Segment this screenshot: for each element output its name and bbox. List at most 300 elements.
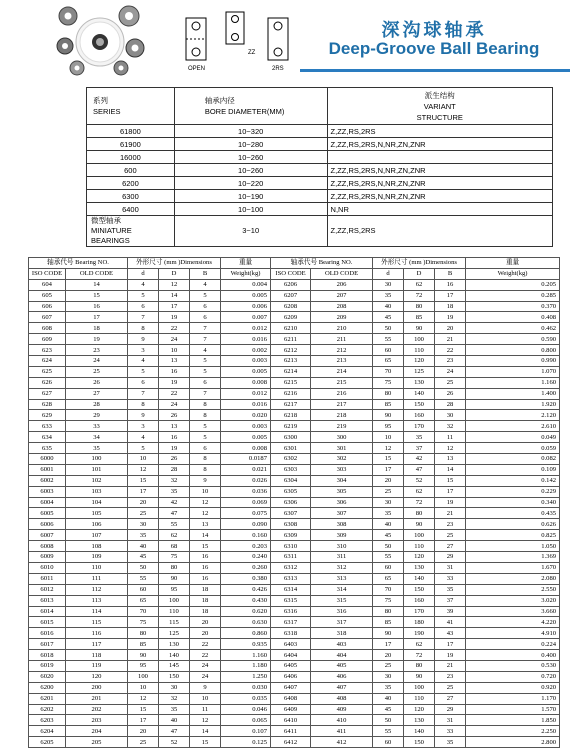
inner-d-cell: 10 xyxy=(373,432,404,443)
inner-d-cell: 3 xyxy=(128,421,159,432)
spec-row xyxy=(29,312,560,323)
width-B-cell: 15 xyxy=(435,475,466,486)
weight-cell: 0.005 xyxy=(221,290,271,301)
width-B-cell: 25 xyxy=(435,377,466,388)
width-B-cell: 7 xyxy=(190,334,221,345)
inner-d-cell: 80 xyxy=(373,388,404,399)
width-B-cell: 27 xyxy=(435,693,466,704)
inner-d-cell: 45 xyxy=(128,552,159,563)
width-B-cell: 14 xyxy=(435,464,466,475)
spec-row xyxy=(29,660,560,671)
width-B-cell: 13 xyxy=(190,519,221,530)
outer-D-cell: 100 xyxy=(404,530,435,541)
old-code-cell: 116 xyxy=(66,628,128,639)
width-B-cell: 19 xyxy=(435,312,466,323)
iso-code-cell: 623 xyxy=(29,345,66,356)
old-code-cell: 211 xyxy=(311,334,373,345)
spec-row xyxy=(29,595,560,606)
old-code-cell: 113 xyxy=(66,595,128,606)
weight-cell: 0.260 xyxy=(221,562,271,573)
iso-code-cell: 6018 xyxy=(29,650,66,661)
old-code-cell: 106 xyxy=(66,519,128,530)
inner-d-cell: 50 xyxy=(128,562,159,573)
width-B-cell: 14 xyxy=(190,530,221,541)
weight-cell: 0.800 xyxy=(466,345,560,356)
iso-code-cell: 6403 xyxy=(271,639,311,650)
spec-row xyxy=(29,323,560,334)
width-B-cell: 31 xyxy=(435,562,466,573)
iso-code-cell: 608 xyxy=(29,323,66,334)
title-box xyxy=(300,14,568,66)
iso-code-cell: 633 xyxy=(29,421,66,432)
inner-d-cell: 7 xyxy=(128,388,159,399)
iso-code-cell: 6217 xyxy=(271,399,311,410)
outer-D-cell: 160 xyxy=(404,410,435,421)
inner-d-cell: 80 xyxy=(373,606,404,617)
outer-D-cell: 170 xyxy=(404,606,435,617)
weight-cell: 2.550 xyxy=(466,584,560,595)
inner-d-cell: 65 xyxy=(373,356,404,367)
iso-code-cell: 6314 xyxy=(271,584,311,595)
B-header: B xyxy=(435,268,466,279)
width-B-cell: 6 xyxy=(190,377,221,388)
inner-d-cell: 5 xyxy=(128,443,159,454)
old-code-cell: 117 xyxy=(66,639,128,650)
old-code-cell: 314 xyxy=(311,584,373,595)
inner-d-cell: 25 xyxy=(128,737,159,748)
diagram-label-zz: ZZ xyxy=(248,50,256,56)
series-code-cell: 61800 xyxy=(87,125,175,138)
width-B-cell: 11 xyxy=(435,432,466,443)
spec-row xyxy=(29,715,560,726)
old-code-cell: 216 xyxy=(311,388,373,399)
width-B-cell: 6 xyxy=(190,312,221,323)
inner-d-cell: 35 xyxy=(373,290,404,301)
iso-code-cell: 604 xyxy=(29,279,66,290)
bore-range-cell: 10~100 xyxy=(174,203,327,216)
outer-D-cell: 170 xyxy=(404,421,435,432)
outer-D-cell: 120 xyxy=(404,356,435,367)
inner-d-cell: 7 xyxy=(128,312,159,323)
spec-row xyxy=(29,345,560,356)
width-B-cell: 22 xyxy=(435,345,466,356)
outer-D-cell: 26 xyxy=(159,454,190,465)
width-B-cell: 8 xyxy=(190,410,221,421)
iso-code-cell: 6016 xyxy=(29,628,66,639)
inner-d-cell: 40 xyxy=(373,301,404,312)
variant-header xyxy=(327,88,552,125)
iso-code-cell: 6219 xyxy=(271,421,311,432)
old-code-cell: 35 xyxy=(66,443,128,454)
outer-D-cell: 120 xyxy=(404,552,435,563)
spec-row xyxy=(29,464,560,475)
miniature-label-en: MINIATURE BEARINGS xyxy=(91,226,132,245)
inner-d-cell: 95 xyxy=(373,421,404,432)
width-B-cell: 10 xyxy=(190,693,221,704)
iso-code-cell: 6300 xyxy=(271,432,311,443)
outer-D-cell: 13 xyxy=(159,356,190,367)
width-B-cell: 23 xyxy=(435,519,466,530)
series-row xyxy=(87,203,553,216)
series-table xyxy=(86,87,553,247)
width-B-cell: 32 xyxy=(435,421,466,432)
old-code-cell: 29 xyxy=(66,410,128,421)
bore-range-cell: 10~220 xyxy=(174,177,327,190)
weight-cell: 2.120 xyxy=(466,410,560,421)
old-code-cell: 218 xyxy=(311,410,373,421)
weight-cell: 0.046 xyxy=(221,704,271,715)
old-code-cell: 306 xyxy=(311,497,373,508)
outer-D-cell: 150 xyxy=(159,671,190,682)
old-code-cell: 407 xyxy=(311,682,373,693)
weight-cell: 2.080 xyxy=(466,573,560,584)
spec-row xyxy=(29,562,560,573)
outer-D-cell: 19 xyxy=(159,312,190,323)
old-code-cell: 201 xyxy=(66,693,128,704)
bearing-no-header-right: 轴承代号 Bearing NO. xyxy=(271,258,373,269)
weight-cell: 0.008 xyxy=(221,443,271,454)
old-code-cell: 105 xyxy=(66,508,128,519)
miniature-variant-cell: Z,ZZ,RS,2RS xyxy=(327,216,552,247)
spec-row xyxy=(29,410,560,421)
old-code-cell: 307 xyxy=(311,508,373,519)
iso-code-cell: 6303 xyxy=(271,464,311,475)
weight-cell: 1.570 xyxy=(466,704,560,715)
old-code-cell: 110 xyxy=(66,562,128,573)
weight-cell: 0.380 xyxy=(221,573,271,584)
iso-code-cell: 6302 xyxy=(271,454,311,465)
old-code-cell: 209 xyxy=(311,312,373,323)
iso-code-cell: 609 xyxy=(29,334,66,345)
outer-D-cell: 80 xyxy=(404,508,435,519)
outer-D-cell: 125 xyxy=(159,628,190,639)
old-code-cell: 15 xyxy=(66,290,128,301)
inner-d-cell: 5 xyxy=(128,290,159,301)
iso-code-cell: 6208 xyxy=(271,301,311,312)
inner-d-cell: 70 xyxy=(373,366,404,377)
weight-cell: 0.107 xyxy=(221,726,271,737)
outer-D-cell: 40 xyxy=(159,715,190,726)
width-B-cell: 21 xyxy=(435,508,466,519)
old-code-cell: 200 xyxy=(66,682,128,693)
inner-d-cell: 15 xyxy=(128,704,159,715)
inner-d-cell: 35 xyxy=(373,508,404,519)
inner-d-cell: 65 xyxy=(373,573,404,584)
width-B-cell: 19 xyxy=(435,650,466,661)
old-code-cell: 411 xyxy=(311,726,373,737)
weight-cell: 0.021 xyxy=(221,464,271,475)
weight-cell: 0.285 xyxy=(466,290,560,301)
spec-row xyxy=(29,704,560,715)
bearing-no-header-left: 轴承代号 Bearing NO. xyxy=(29,258,128,269)
outer-D-cell: 14 xyxy=(159,290,190,301)
miniature-bore-cell: 3~10 xyxy=(174,216,327,247)
weight-cell: 0.205 xyxy=(466,279,560,290)
series-code-cell: 16000 xyxy=(87,151,175,164)
old-code-cell: 25 xyxy=(66,366,128,377)
iso-code-cell: 6015 xyxy=(29,617,66,628)
inner-d-cell: 20 xyxy=(128,497,159,508)
old-code-cell: 310 xyxy=(311,541,373,552)
spec-row xyxy=(29,617,560,628)
weight-cell: 1.180 xyxy=(221,660,271,671)
outer-D-cell: 47 xyxy=(404,464,435,475)
width-B-cell: 23 xyxy=(435,356,466,367)
inner-d-cell: 90 xyxy=(373,410,404,421)
iso-code-cell: 6002 xyxy=(29,475,66,486)
iso-code-cell: 6215 xyxy=(271,377,311,388)
old-code-cell: 100 xyxy=(66,454,128,465)
series-code-cell: 6300 xyxy=(87,190,175,203)
weight-cell: 2.250 xyxy=(466,726,560,737)
old-code-cell: 313 xyxy=(311,573,373,584)
old-code-cell: 24 xyxy=(66,356,128,367)
width-B-cell: 7 xyxy=(190,323,221,334)
inner-d-cell: 25 xyxy=(373,660,404,671)
D-header: D xyxy=(404,268,435,279)
spec-row xyxy=(29,737,560,748)
width-B-cell: 24 xyxy=(190,671,221,682)
old-code-cell: 404 xyxy=(311,650,373,661)
width-B-cell: 24 xyxy=(435,366,466,377)
spec-row xyxy=(29,497,560,508)
inner-d-cell: 17 xyxy=(373,639,404,650)
weight-cell: 0.016 xyxy=(221,334,271,345)
title-english: Deep-Groove Ball Bearing xyxy=(328,39,540,58)
weight-cell: 0.006 xyxy=(221,301,271,312)
inner-d-cell: 50 xyxy=(373,323,404,334)
width-B-cell: 19 xyxy=(435,497,466,508)
width-B-cell: 43 xyxy=(435,628,466,639)
weight-cell: 0.590 xyxy=(466,334,560,345)
spec-row xyxy=(29,334,560,345)
weight-cell: 4.220 xyxy=(466,617,560,628)
width-B-cell: 6 xyxy=(190,301,221,312)
variant-cell xyxy=(327,151,552,164)
iso-code-cell: 6409 xyxy=(271,704,311,715)
outer-D-cell: 125 xyxy=(404,366,435,377)
inner-d-cell: 75 xyxy=(373,377,404,388)
weight-cell: 0.049 xyxy=(466,432,560,443)
iso-code-cell: 6212 xyxy=(271,345,311,356)
outer-D-cell: 35 xyxy=(404,432,435,443)
inner-d-cell: 9 xyxy=(128,334,159,345)
old-code-cell: 111 xyxy=(66,573,128,584)
inner-d-cell: 65 xyxy=(128,595,159,606)
weight-cell: 3.660 xyxy=(466,606,560,617)
inner-d-cell: 80 xyxy=(128,628,159,639)
width-B-cell: 22 xyxy=(190,650,221,661)
bore-range-cell: 10~260 xyxy=(174,151,327,164)
series-header-cn: 系列 xyxy=(93,96,108,105)
iso-code-cell: 6206 xyxy=(271,279,311,290)
spec-row xyxy=(29,552,560,563)
weight-header-right-cn: 重量 xyxy=(466,258,560,269)
weight-header: Weight(kg) xyxy=(466,268,560,279)
outer-D-cell: 16 xyxy=(159,432,190,443)
outer-D-cell: 100 xyxy=(404,682,435,693)
title-chinese: 深沟球轴承 xyxy=(381,20,487,41)
width-B-cell: 27 xyxy=(435,541,466,552)
variant-cell: Z,ZZ,RS,2RS,N,NR,ZN,ZNR xyxy=(327,164,552,177)
series-row xyxy=(87,125,553,138)
weight-cell: 1.160 xyxy=(221,650,271,661)
old-code-cell: 19 xyxy=(66,334,128,345)
iso-code-cell: 6405 xyxy=(271,660,311,671)
iso-code-cell: 6201 xyxy=(29,693,66,704)
outer-D-cell: 24 xyxy=(159,334,190,345)
width-B-cell: 12 xyxy=(190,715,221,726)
weight-cell: 0.626 xyxy=(466,519,560,530)
inner-d-cell: 6 xyxy=(128,301,159,312)
old-code-cell: 219 xyxy=(311,421,373,432)
old-code-cell: 210 xyxy=(311,323,373,334)
outer-D-cell: 22 xyxy=(159,323,190,334)
inner-d-cell: 45 xyxy=(373,530,404,541)
old-code-cell: 213 xyxy=(311,356,373,367)
width-B-cell: 29 xyxy=(435,704,466,715)
iso-code-cell: 6313 xyxy=(271,573,311,584)
inner-d-cell: 15 xyxy=(128,475,159,486)
inner-d-cell: 50 xyxy=(373,541,404,552)
inner-d-cell: 4 xyxy=(128,356,159,367)
weight-cell: 0.408 xyxy=(466,312,560,323)
outer-D-cell: 52 xyxy=(404,475,435,486)
outer-D-cell: 90 xyxy=(159,573,190,584)
iso-code-cell: 6411 xyxy=(271,726,311,737)
weight-cell: 0.003 xyxy=(221,421,271,432)
inner-d-cell: 35 xyxy=(373,682,404,693)
old-code-cell: 206 xyxy=(311,279,373,290)
weight-cell: 3.020 xyxy=(466,595,560,606)
inner-d-cell: 60 xyxy=(373,737,404,748)
outer-D-cell: 62 xyxy=(404,279,435,290)
outer-D-cell: 190 xyxy=(404,628,435,639)
series-row xyxy=(87,138,553,151)
inner-d-cell: 50 xyxy=(373,715,404,726)
width-B-cell: 12 xyxy=(190,497,221,508)
spec-row xyxy=(29,508,560,519)
old-code-cell: 108 xyxy=(66,541,128,552)
weight-cell: 0.059 xyxy=(466,443,560,454)
inner-d-cell: 6 xyxy=(128,377,159,388)
inner-d-cell: 9 xyxy=(128,410,159,421)
iso-code-cell: 6218 xyxy=(271,410,311,421)
inner-d-cell: 85 xyxy=(373,617,404,628)
outer-D-cell: 10 xyxy=(159,345,190,356)
width-B-cell: 5 xyxy=(190,421,221,432)
section-drawings xyxy=(180,10,295,72)
iso-code-cell: 6007 xyxy=(29,530,66,541)
width-B-cell: 16 xyxy=(190,552,221,563)
old-code-cell: 412 xyxy=(311,737,373,748)
outer-D-cell: 80 xyxy=(404,301,435,312)
outer-D-cell: 52 xyxy=(159,737,190,748)
inner-d-cell: 55 xyxy=(373,552,404,563)
weight-cell: 0.026 xyxy=(221,475,271,486)
width-B-cell: 20 xyxy=(190,617,221,628)
old-code-cell: 309 xyxy=(311,530,373,541)
inner-d-cell: 70 xyxy=(128,606,159,617)
bearing-product-image xyxy=(55,4,145,76)
iso-code-cell: 6304 xyxy=(271,475,311,486)
weight-cell: 0.030 xyxy=(221,682,271,693)
width-B-cell: 11 xyxy=(190,704,221,715)
inner-d-cell: 60 xyxy=(128,584,159,595)
outer-D-cell: 42 xyxy=(159,497,190,508)
width-B-cell: 22 xyxy=(190,639,221,650)
width-B-cell: 24 xyxy=(190,660,221,671)
outer-D-cell: 110 xyxy=(404,541,435,552)
old-code-cell: 317 xyxy=(311,617,373,628)
iso-code-cell: 6406 xyxy=(271,671,311,682)
inner-d-cell: 55 xyxy=(373,334,404,345)
outer-D-cell: 115 xyxy=(159,617,190,628)
width-B-cell: 33 xyxy=(435,573,466,584)
outer-D-cell: 42 xyxy=(404,454,435,465)
inner-d-cell: 17 xyxy=(128,715,159,726)
old-code-cell: 28 xyxy=(66,399,128,410)
width-B-cell: 5 xyxy=(190,356,221,367)
inner-d-cell: 8 xyxy=(128,399,159,410)
iso-code-cell: 6214 xyxy=(271,366,311,377)
old-code-cell: 26 xyxy=(66,377,128,388)
width-B-cell: 16 xyxy=(435,279,466,290)
iso-code-cell: 607 xyxy=(29,312,66,323)
spec-row xyxy=(29,399,560,410)
weight-cell: 0.530 xyxy=(466,660,560,671)
inner-d-cell: 85 xyxy=(128,639,159,650)
weight-cell: 0.012 xyxy=(221,388,271,399)
outer-D-cell: 160 xyxy=(404,595,435,606)
iso-code-cell: 6312 xyxy=(271,562,311,573)
iso-code-cell: 635 xyxy=(29,443,66,454)
spec-row xyxy=(29,443,560,454)
spec-row xyxy=(29,530,560,541)
spec-row xyxy=(29,475,560,486)
spec-row xyxy=(29,639,560,650)
weight-cell: 1.670 xyxy=(466,562,560,573)
weight-cell: 0.860 xyxy=(221,628,271,639)
width-B-cell: 14 xyxy=(190,726,221,737)
iso-code-cell: 606 xyxy=(29,301,66,312)
width-B-cell: 18 xyxy=(190,584,221,595)
iso-code-header: ISO CODE xyxy=(271,268,311,279)
width-B-cell: 15 xyxy=(190,737,221,748)
spec-row xyxy=(29,356,560,367)
outer-D-cell: 24 xyxy=(159,399,190,410)
bore-range-cell: 10~280 xyxy=(174,138,327,151)
outer-D-cell: 110 xyxy=(404,693,435,704)
outer-D-cell: 90 xyxy=(404,519,435,530)
series-code-cell: 6400 xyxy=(87,203,175,216)
weight-cell: 0.005 xyxy=(221,432,271,443)
old-code-cell: 410 xyxy=(311,715,373,726)
d-header: d xyxy=(373,268,404,279)
spec-row xyxy=(29,628,560,639)
weight-cell: 1.170 xyxy=(466,693,560,704)
weight-cell: 2.610 xyxy=(466,421,560,432)
old-code-cell: 23 xyxy=(66,345,128,356)
weight-cell: 1.050 xyxy=(466,541,560,552)
outer-D-cell: 13 xyxy=(159,421,190,432)
iso-code-cell: 6013 xyxy=(29,595,66,606)
outer-D-cell: 130 xyxy=(159,639,190,650)
width-B-cell: 33 xyxy=(435,726,466,737)
title-underline xyxy=(300,69,570,72)
series-code-cell: 600 xyxy=(87,164,175,177)
old-code-cell: 214 xyxy=(311,366,373,377)
